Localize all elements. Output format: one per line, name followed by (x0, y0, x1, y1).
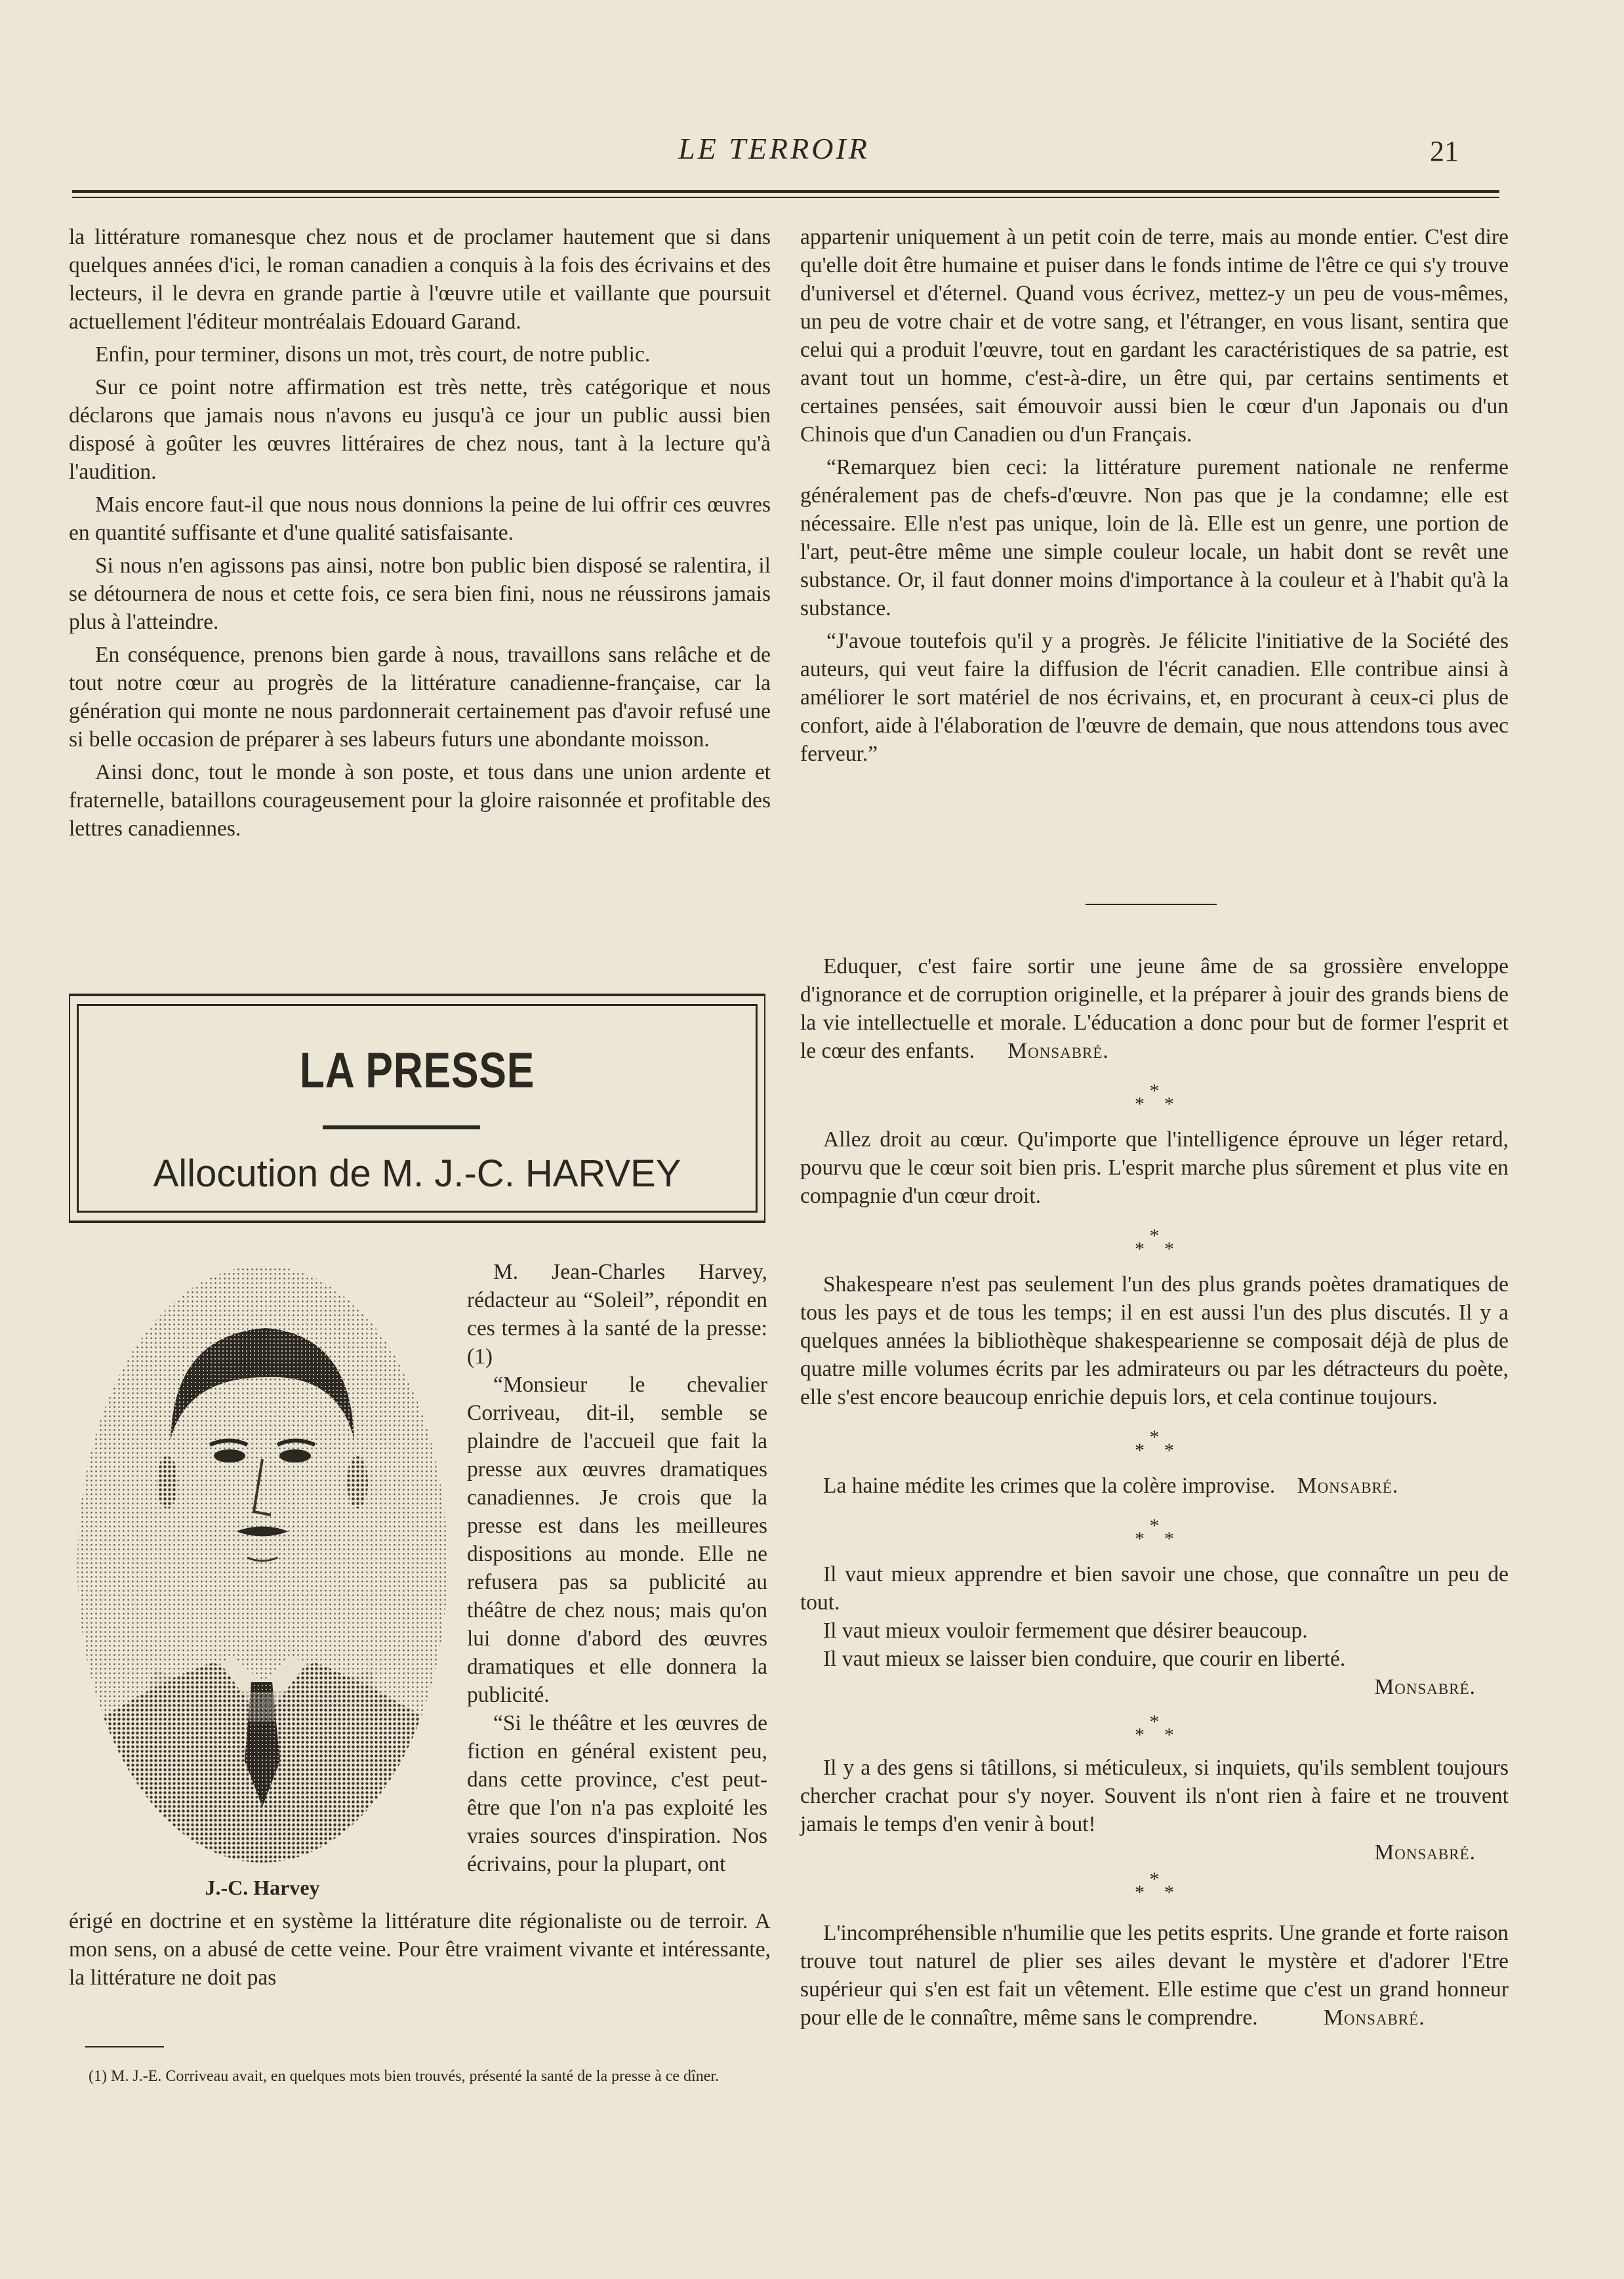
quote-shakespeare: Shakespeare n'est pas seulement l'un des plus grands poètes dramatiques de tous les pays et de tous les temps; il en est aussi l'un des plus discutés. Il y a quelques années la bibliothèque shakespearienne se composait déjà de plus de quatre mille volumes écrits par les admirateurs ou par les détracteurs du poète, elle s'est encore beaucoup enrichie depuis lors, et cela continue toujours. (800, 1272, 1509, 1409)
portrait-engraving (75, 1262, 449, 1866)
paragraph: “Monsieur le chevalier Corriveau, dit-il, semble se plaindre de l'accueil que fait la presse aux œuvres dramatiques canadiennes. Je crois que la presse est dans les meilleures dispositions au monde. Elle ne refusera pas sa publicité au théâtre de chez nous; mais qu'on lui donne d'abord des œuvres dramatiques et elle donnera la publicité. (467, 1373, 767, 1707)
paragraph: appartenir uniquement à un petit coin de terre, mais au monde entier. C'est dire qu'elle doit être humaine et puiser dans le fonds intime de l'être ce qui s'y trouve d'universel et d'éternel. Quand vous écrivez, mettez-y un peu de vous-mêmes, un peu de votre chair et de votre sang, et l'étranger, en vous lisant, sentira que celui qui a produit l'œuvre, tout en gardant les caractéristiques de sa patrie, est avant tout un homme, c'est-à-dire, un être qui, par certains sentiments et certaines pensées, sait émouvoir aussi bien le cœur d'un Japonais ou d'un Chinois que d'un Canadien ou d'un Français. (800, 225, 1509, 447)
quote-text: La haine médite les crimes que la colère improvise. (823, 1474, 1276, 1498)
quote-text: Il y a des gens si tâtillons, si méticuleux, si inquiets, qu'ils semblent toujours chercher crachat pour s'y noyer. Souvent ils n'ont rien à faire et ne trouvent jamais le temps d'en venir à bout! (800, 1756, 1509, 1836)
asterism: * * * (1135, 1711, 1174, 1746)
quote-author: Monsabré. (1324, 2006, 1425, 2030)
asterism: * * * (1135, 1080, 1174, 1115)
quote-author: Monsabré. (1374, 1840, 1476, 1865)
footnote: (1) M. J.-E. Corriveau avait, en quelques mots bien trouvés, présenté la santé de la presse à ce dîner. (89, 2068, 720, 2085)
paragraph: “Si le théâtre et les œuvres de fiction en général existent peu, dans cette province, c'est peut-être que l'on n'a pas exploité les vraies sources d'inspiration. Nos écrivains, pour la plupart, ont (467, 1711, 767, 1876)
portrait-vignette (75, 1262, 449, 1866)
paragraph: Ainsi donc, tout le monde à son poste, et tous dans une union ardente et fraternelle, bataillons courageusement pour la gloire raisonnée et profitable des lettres canadiennes. (69, 760, 771, 841)
paragraph: Si nous n'en agissons pas ainsi, notre bon public bien disposé se ralentira, il se détournera de nous et cette fois, ce sera bien fini, nous ne réussirons jamais plus à l'atteindre. (69, 554, 771, 634)
paragraph: M. Jean-Charles Harvey, rédacteur au “Soleil”, répondit en ces termes à la santé de la presse: (1) (467, 1260, 767, 1369)
title-divider (323, 1125, 480, 1129)
asterism: * * * (1135, 1225, 1174, 1260)
right-column (800, 223, 1509, 773)
section-divider (1086, 904, 1217, 905)
paragraph: “J'avoue toutefois qu'il y a progrès. Je félicite l'initiative de la Société des auteurs, qui veut faire la diffusion de l'écrit canadien. Elle contribue ainsi à améliorer le sort matériel de nos écrivains, et, en procurant à ceux-ci plus de confort, aide à l'élaboration de l'œuvre de demain, que nous attendons tous avec ferveur.” (800, 629, 1509, 766)
quote-line: Il vaut mieux se laisser bien conduire, que courir en liberté. (823, 1647, 1346, 1671)
quote-tatillons (800, 1754, 1509, 1866)
section-heading-box (69, 994, 765, 1223)
header-rule (72, 190, 1499, 193)
paragraph: “Remarquez bien ceci: la littérature purement nationale ne renferme généralement pas de chefs-d'œuvre. Non pas que je la condamne; elle est nécessaire. Elle n'est pas unique, loin de là. Elle est un genre, une portion de l'art, peut-être même une simple couleur locale, un habit dont se revêt une substance. Or, il faut donner moins d'importance à la couleur et à l'habit qu'à la substance. (800, 455, 1509, 620)
header-rule-thin (72, 197, 1499, 198)
portrait-caption: J.-C. Harvey (205, 1876, 320, 1899)
section-title: LA PRESSE (299, 1043, 535, 1099)
quote-educuer (800, 952, 1509, 1065)
paragraph: Sur ce point notre affirmation est très nette, très catégorique et nous déclarons que jamais nous n'avons eu jusqu'à ce jour un public aussi bien disposé à goûter les œuvres littéraires de chez nous, tant à la lecture qu'à l'audition. (69, 375, 771, 484)
paragraph: la littérature romanesque chez nous et de proclamer hautement que si dans quelques années d'ici, le roman canadien a conquis à la fois des écrivains et des lecteurs, il le devra en grande partie à l'œuvre utile et vaillante que poursuit actuellement l'éditeur montréalais Edouard Garand. (69, 225, 771, 334)
quote-line: Il vaut mieux apprendre et bien savoir une chose, que connaître un peu de tout. (800, 1562, 1509, 1615)
quote-incomprehensible (800, 1919, 1509, 2032)
quotations (800, 952, 1509, 2032)
quote-coeur: Allez droit au cœur. Qu'importe que l'intelligence éprouve un léger retard, pourvu que le cœur soit bien pris. L'esprit marche plus sûrement et plus vite en compagnie d'un cœur droit. (800, 1127, 1509, 1208)
quote-text: Eduquer, c'est faire sortir une jeune âme de sa grossière enveloppe d'ignorance et de corruption originelle, et la préparer à jouir des grands biens de la vie intellectuelle et morale. L'éducation a donc pour but de former l'esprit et le cœur des enfants. (800, 954, 1509, 1063)
harvey-intro-text (467, 1258, 767, 1878)
quote-vaut-mieux (800, 1560, 1509, 1701)
paragraph: Enfin, pour terminer, disons un mot, très court, de notre public. (95, 342, 651, 367)
quote-haine (800, 1472, 1509, 1500)
running-title: LE TERROIR (678, 132, 870, 165)
paragraph: érigé en doctrine et en système la littérature dite régionaliste ou de terroir. A mon sens, on a abusé de cette veine. Pour être vraiment vivante et intéressante, la littérature ne doit pas (69, 1909, 771, 1990)
quote-author: Monsabré. (1374, 1675, 1476, 1699)
footnote-rule (85, 2046, 164, 2047)
asterism: * * * (1135, 1515, 1174, 1550)
quote-author: Monsabré. (1297, 1474, 1399, 1498)
quote-line: Il vaut mieux vouloir fermement que désirer beaucoup. (823, 1619, 1308, 1643)
heading-inner-frame (77, 1004, 758, 1213)
quote-author: Monsabré. (1007, 1039, 1109, 1063)
paragraph: Mais encore faut-il que nous nous donnions la peine de lui offrir ces œuvres en quantité suffisante et d'une qualité satisfaisante. (69, 493, 771, 545)
asterism: * * * (1135, 1868, 1174, 1903)
harvey-continuation-text (69, 1907, 771, 1992)
asterism: * * * (1135, 1426, 1174, 1461)
page-number: 21 (1430, 135, 1459, 167)
quote-text: L'incompréhensible n'humilie que les petits esprits. Une grande et forte raison trouve tout naturel de plier ses ailes devant le mystère et d'adorer l'Etre supérieur qui s'en est fait un vêtement. Elle estime que c'est un grand honneur pour elle de le connaître, même sans le comprendre. (800, 1921, 1509, 2030)
left-column (69, 223, 771, 847)
section-subtitle: Allocution de M. J.-C. HARVEY (153, 1152, 681, 1195)
paragraph: En conséquence, prenons bien garde à nous, travaillons sans relâche et de tout notre cœur au progrès de la littérature canadienne-française, car la génération qui monte ne nous pardonnerait certainement pas d'avoir refusé une si belle occasion de préparer à ses labeurs futurs une abondante moisson. (69, 643, 771, 752)
